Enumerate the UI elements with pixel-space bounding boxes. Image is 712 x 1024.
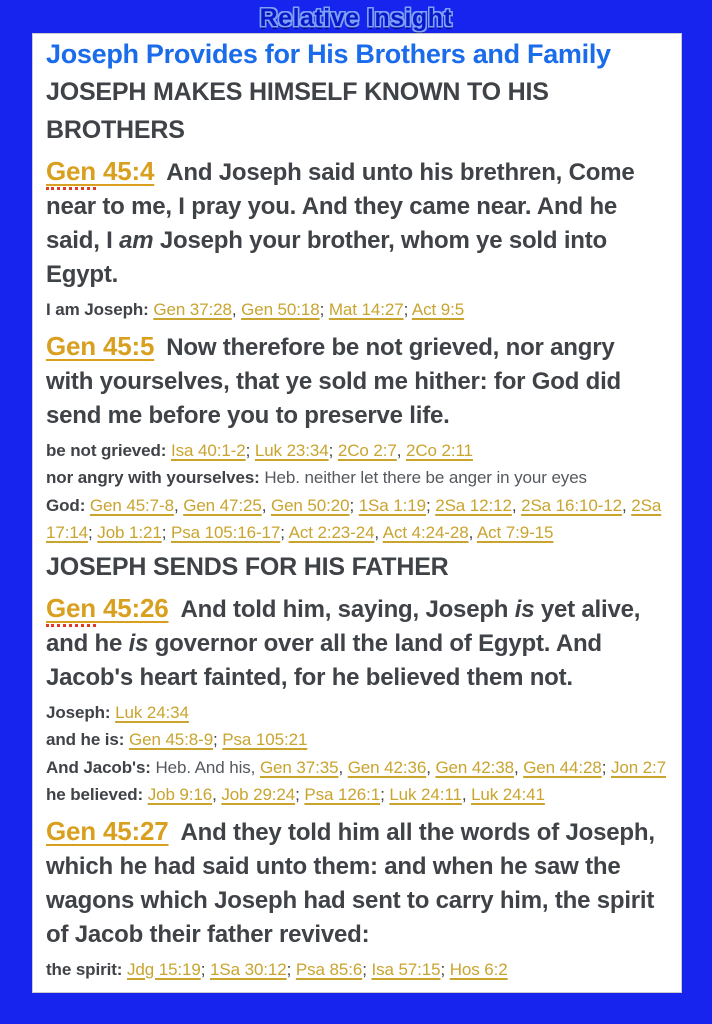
cross-ref-link[interactable]: 2Sa 12:12 (435, 495, 512, 515)
note-separator: , (621, 495, 632, 515)
cross-ref-link[interactable]: Psa 85:6 (295, 959, 363, 979)
note-separator: ; (440, 959, 450, 979)
note-plain-text: Heb. neither let there be anger in your eyes (264, 468, 587, 487)
cross-ref-link[interactable]: Gen 44:28 (523, 757, 602, 777)
note-label: I am Joseph: (46, 300, 149, 319)
note-separator: ; (328, 440, 338, 460)
cross-ref-link[interactable]: Gen 50:20 (270, 495, 350, 515)
misspelling-squiggle: Gen (46, 593, 96, 627)
verse-paragraph (46, 154, 668, 292)
note-line (46, 492, 668, 547)
note-separator: , (426, 757, 436, 777)
verse-ref-link[interactable]: Gen 45:4 (46, 156, 154, 186)
cross-ref-link[interactable]: Jon 2:7 (610, 757, 667, 777)
page-title: Joseph Provides for His Brothers and Family (46, 39, 611, 69)
verse-text: And Joseph said unto his brethren, Come near to me, I pray you. And they came near. And he said, I am Joseph your brother, whom ye sold into Egypt. (46, 159, 635, 288)
note-separator: ; (362, 959, 372, 979)
note-line (46, 781, 668, 809)
cross-ref-link[interactable]: Luk 24:34 (115, 702, 189, 722)
cross-ref-link[interactable]: 2Sa 17:14 (46, 495, 662, 542)
verse-text: And they told him all the words of Joseph, which he had said unto them: and when he saw the wagons which Joseph had sent to carry him, the spirit of Jacob their father revived: (46, 818, 655, 948)
note-separator: , (261, 495, 271, 515)
note-line (46, 726, 668, 754)
note-separator: ; (349, 495, 359, 515)
cross-ref-link[interactable]: Luk 24:41 (471, 785, 545, 804)
note-label: he believed: (46, 785, 144, 804)
note-separator: ; (601, 757, 611, 777)
note-separator: ; (280, 523, 289, 542)
note-separator: ; (403, 300, 412, 319)
cross-ref-link[interactable]: Gen 42:38 (435, 757, 514, 777)
note-label: and he is: (46, 730, 125, 749)
note-separator: ; (88, 523, 98, 542)
content-card (32, 33, 682, 993)
note-line (46, 464, 668, 492)
note-separator: ; (380, 785, 390, 804)
note-separator: , (374, 523, 383, 542)
verse-paragraph (46, 591, 668, 695)
note-separator: ; (161, 523, 171, 542)
cross-ref-link[interactable]: Gen 50:18 (241, 300, 320, 319)
cross-ref-link[interactable]: Gen 42:36 (347, 757, 427, 777)
note-plain-text: Heb. And his, (155, 757, 256, 777)
cross-ref-link[interactable]: Psa 105:16-17 (170, 523, 281, 542)
note-line (46, 437, 668, 465)
note-label: the spirit: (46, 959, 123, 979)
cross-ref-link[interactable]: Gen 45:7-8 (89, 495, 174, 515)
note-label: God: (46, 495, 86, 515)
note-separator: , (396, 440, 406, 460)
note-separator: , (173, 495, 184, 515)
note-label: And Jacob's: (46, 757, 151, 777)
note-separator: ; (286, 959, 296, 979)
cross-ref-link[interactable]: 2Co 2:11 (405, 440, 473, 460)
note-separator: ; (319, 300, 329, 319)
cross-ref-link[interactable]: Luk 24:11 (389, 785, 462, 804)
section-heading: JOSEPH MAKES HIMSELF KNOWN TO HIS BROTHERS (46, 78, 549, 144)
verse-paragraph (46, 329, 668, 433)
cross-ref-link[interactable]: 1Sa 1:19 (358, 495, 426, 515)
cross-ref-link[interactable]: Isa 40:1-2 (170, 440, 246, 460)
cross-ref-link[interactable]: Gen 37:35 (259, 757, 339, 777)
verse-ref-link[interactable]: Gen 45:27 (46, 815, 169, 846)
note-separator: , (513, 757, 524, 777)
note-separator: , (338, 757, 348, 777)
cross-ref-link[interactable]: Luk 23:34 (254, 440, 329, 460)
note-label: be not grieved: (46, 440, 167, 460)
verse-ref-link[interactable]: Gen 45:5 (46, 330, 155, 361)
cross-ref-link[interactable]: 2Co 2:7 (337, 440, 397, 460)
verse-paragraph (46, 814, 668, 952)
cross-ref-link[interactable]: Hos 6:2 (449, 959, 508, 979)
cross-ref-link[interactable]: Gen 37:28 (153, 300, 232, 319)
note-label: nor angry with yourselves: (46, 468, 260, 487)
note-separator: ; (425, 495, 436, 515)
cross-ref-link[interactable]: Act 9:5 (411, 300, 465, 319)
cross-ref-link[interactable]: Job 29:24 (221, 785, 296, 804)
verse-ref-link[interactable]: Gen 45:26 (46, 593, 169, 623)
note-separator: ; (245, 440, 255, 460)
cross-ref-link[interactable]: Psa 105:21 (222, 730, 308, 749)
note-separator: , (212, 785, 222, 804)
cross-ref-link[interactable]: Job 1:21 (97, 523, 162, 542)
verse-text: And told him, saying, Joseph is yet alive, and he is governor over all the land of Egypt. And Jacob's heart fainted, for he believed them not. (46, 595, 641, 691)
cross-ref-link[interactable]: Act 2:23-24 (288, 523, 375, 542)
note-separator: ; (213, 730, 223, 749)
misspelling-squiggle: Gen (46, 156, 96, 190)
note-separator: , (468, 523, 477, 542)
cross-ref-link[interactable]: Gen 45:8-9 (128, 730, 214, 749)
note-line (46, 296, 668, 324)
note-line (46, 754, 668, 782)
cross-ref-link[interactable]: 1Sa 30:12 (210, 959, 287, 979)
cross-ref-link[interactable]: Job 9:16 (147, 785, 213, 804)
note-separator: , (511, 495, 522, 515)
note-label: Joseph: (46, 702, 111, 722)
card-body (46, 73, 668, 983)
cross-ref-link[interactable]: 2Sa 16:10-12 (521, 495, 622, 515)
note-separator: , (461, 785, 472, 804)
app-title: Relative Insight (259, 4, 453, 32)
cross-ref-link[interactable]: Jdg 15:19 (126, 959, 201, 979)
cross-ref-link[interactable]: Gen 47:25 (183, 495, 262, 515)
app-header (0, 0, 712, 33)
cross-ref-link[interactable]: Act 4:24-28 (382, 523, 469, 542)
cross-ref-link[interactable]: Act 7:9-15 (476, 523, 554, 542)
note-separator: ; (200, 959, 211, 979)
note-line (46, 956, 668, 984)
cross-ref-link[interactable]: Mat 14:27 (328, 300, 404, 319)
cross-ref-link[interactable]: Psa 126:1 (304, 785, 381, 804)
note-separator: , (231, 300, 242, 319)
note-line (46, 699, 668, 727)
section-heading: JOSEPH SENDS FOR HIS FATHER (46, 552, 449, 581)
verse-text: Now therefore be not grieved, nor angry with yourselves, that ye sold me hither: for God did send me before you to preserve life. (46, 333, 622, 429)
cross-ref-link[interactable]: Isa 57:15 (371, 959, 441, 979)
note-separator: ; (295, 785, 305, 804)
